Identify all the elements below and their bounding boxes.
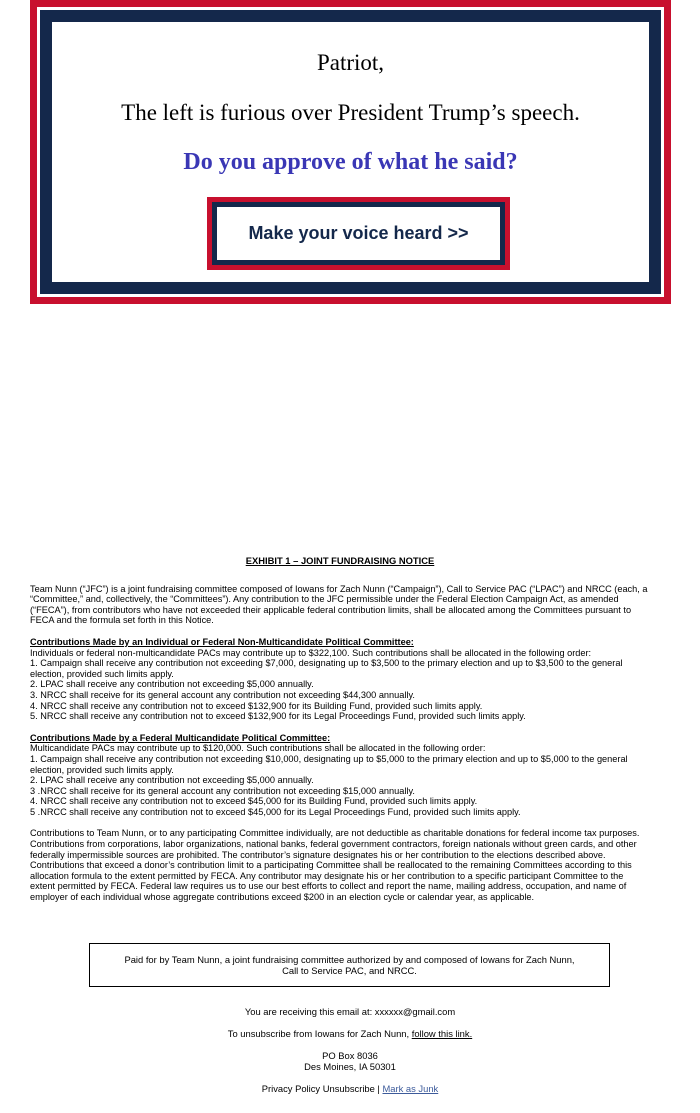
footer-links <box>0 1083 700 1094</box>
section-heading: Contributions Made by a Federal Multicandidate Political Committee: <box>30 732 331 743</box>
list-item: 2. LPAC shall receive any contribution not exceeding $5,000 annually. <box>30 679 314 690</box>
hero-content <box>52 22 649 282</box>
list-item: 4. NRCC shall receive any contribution not to exceed $45,000 for its Building Fund, provided such limits apply. <box>30 796 478 807</box>
make-voice-heard-button[interactable]: Make your voice heard >> <box>217 207 500 260</box>
question: Do you approve of what he said? <box>183 149 518 175</box>
mark-as-junk-link[interactable]: Mark as Junk <box>382 1083 439 1094</box>
address-line: PO Box 8036 <box>322 1050 378 1061</box>
section-heading: Contributions Made by an Individual or Federal Non-Multicandidate Political Committee: <box>30 636 414 647</box>
headline: The left is furious over President Trump’s speech. <box>121 100 580 125</box>
list-item: 3. NRCC shall receive for its general account any contribution not exceeding $44,300 annually. <box>30 689 415 700</box>
allocation-list <box>30 754 650 818</box>
paid-for-line: Call to Service PAC, and NRCC. <box>282 965 417 976</box>
receiving-notice: You are receiving this email at: xxxxxx@gmail.com <box>244 1006 456 1017</box>
list-item: 2. LPAC shall receive any contribution not exceeding $5,000 annually. <box>30 775 314 786</box>
section-lead: Multicandidate PACs may contribute up to $120,000. Such contributions shall be allocated in the following order: <box>30 743 486 754</box>
cta-frame <box>207 197 510 270</box>
fundraising-notice <box>30 556 650 914</box>
greeting: Patriot, <box>316 50 385 75</box>
paid-for-disclaimer <box>89 943 610 987</box>
list-item: 5 .NRCC shall receive any contribution not to exceed $45,000 for its Legal Proceedings Fund, provided such limits apply. <box>30 806 521 817</box>
address-line: Des Moines, IA 50301 <box>304 1061 396 1072</box>
section-multicandidate <box>30 733 650 818</box>
unsubscribe-footer-link[interactable]: Unsubscribe <box>322 1083 375 1094</box>
notice-closing: Contributions to Team Nunn, or to any participating Committee individually, are not deductible as charitable donations for federal income tax purposes. Contributions from corporations, labor organizations, national banks, federal government contractors, foreign nationals without green cards, and other federally impermissible sources are prohibited. The contributor’s signature designates his or her contribution to the elections described above. Contributions that exceed a donor’s contribution limit to a participating Committee shall be reallocated to the remaining Committees according to this allocation formula to the extent permitted by FECA. Any contributor may designate his or her contribution to a specific participant Committee to the extent permitted by FECA. Federal law requires us to use our best efforts to collect and report the name, mailing address, occupation, and name of employer of each individual whose aggregate contributions exceed $200 in an election cycle or calendar year, as applicable. <box>30 828 640 903</box>
hero-frame <box>30 0 671 304</box>
recipient-email: xxxxxx@gmail.com <box>374 1006 456 1017</box>
mailing-address <box>0 1050 700 1072</box>
separator: | <box>374 1083 383 1094</box>
list-item: 1. Campaign shall receive any contribution not exceeding $10,000, designating up to $5,000 to the primary election and up to $5,000 to the general election, provided such limits apply. <box>30 753 628 775</box>
allocation-list <box>30 658 650 722</box>
list-item: 1. Campaign shall receive any contribution not exceeding $7,000, designating up to $3,500 to the primary election and up to $3,500 to the general election, provided such limits apply. <box>30 658 623 679</box>
section-lead: Individuals or federal non-multicandidate PACs may contribute up to $322,100. Such contributions shall be allocated in the following order: <box>30 647 592 658</box>
notice-intro: Team Nunn (“JFC”) is a joint fundraising committee composed of Iowans for Zach Nunn (“Campaign”), Call to Service PAC (“LPAC”) and NRCC (each, a “Committee,” and, collectively, the “Committees”). Any contribution to the JFC permissible under the Federal Election Campaign Act, as amended (“FECA”), from contributors who have not exceeded their applicable federal contribution limits, shall be allocated among the Committees pursuant to FECA and the formula set forth in this Notice. <box>30 583 648 626</box>
list-item: 5. NRCC shall receive any contribution not to exceed $132,900 for its Legal Proceedings Fund, provided such limits apply. <box>30 711 526 722</box>
notice-title: EXHIBIT 1 – JOINT FUNDRAISING NOTICE <box>245 555 435 566</box>
paid-for-line: Paid for by Team Nunn, a joint fundraising committee authorized by and composed of Iowans for Zach Nunn, <box>124 954 575 965</box>
section-individual <box>30 637 650 722</box>
list-item: 4. NRCC shall receive any contribution not to exceed $132,900 for its Building Fund, provided such limits apply. <box>30 700 483 711</box>
privacy-policy-link[interactable]: Privacy Policy <box>261 1083 321 1094</box>
list-item: 3 .NRCC shall receive for its general account any contribution not exceeding $15,000 annually. <box>30 785 415 796</box>
unsubscribe-link[interactable]: follow this link. <box>411 1028 473 1039</box>
unsubscribe-notice: To unsubscribe from Iowans for Zach Nunn, follow this link. <box>227 1028 473 1039</box>
